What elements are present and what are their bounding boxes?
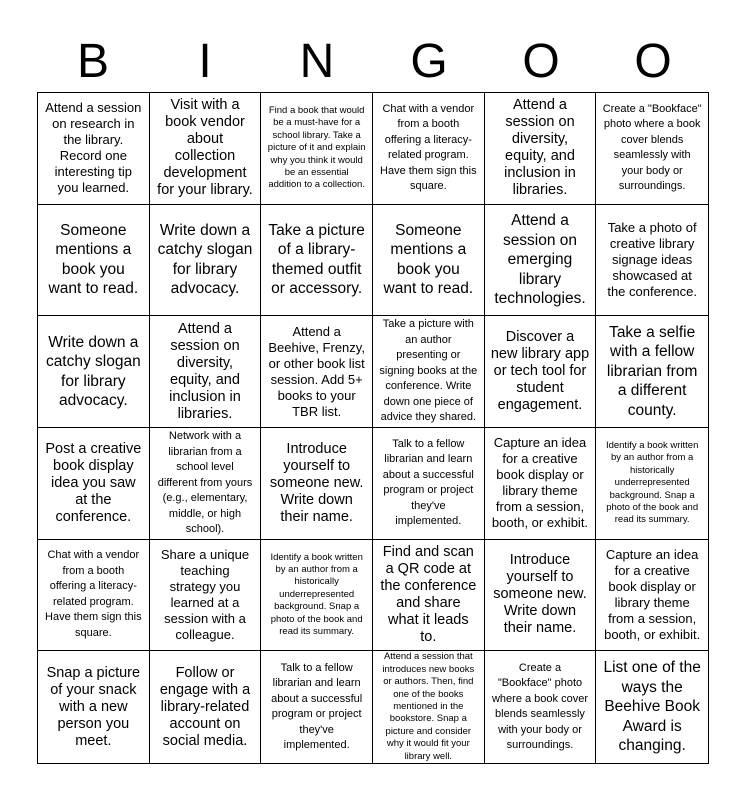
bingo-square[interactable] bbox=[38, 93, 150, 205]
bingo-square[interactable] bbox=[596, 205, 708, 317]
bingo-square[interactable] bbox=[596, 540, 708, 652]
bingo-square[interactable] bbox=[261, 316, 373, 428]
square-text: List one of the ways the Beehive Book Award is changing. bbox=[603, 659, 701, 755]
square-text: Take a picture with an author presenting or signing books at the conference. Write down one piece of advice they shared. bbox=[379, 318, 478, 424]
square-text: Share a unique teaching strategy you learned at a session with a colleague. bbox=[160, 546, 250, 642]
square-text: Identify a book written by an author from a historically underrepresented background. Snap a photo of the book and read its summary. bbox=[270, 551, 363, 637]
bingo-header bbox=[37, 32, 709, 92]
bingo-square[interactable] bbox=[261, 93, 373, 205]
square-text: Introduce yourself to someone new. Write down their name. bbox=[269, 440, 364, 525]
square-text: Talk to a fellow librarian and learn about a successful program or project they've implemented. bbox=[271, 661, 363, 752]
bingo-square[interactable] bbox=[596, 428, 708, 540]
bingo-square[interactable] bbox=[596, 651, 708, 763]
square-text: Visit with a book vendor about collection development for your library. bbox=[157, 97, 253, 199]
square-text: Take a picture of a library-themed outfit or accessory. bbox=[268, 221, 365, 298]
header-letter: N bbox=[299, 35, 335, 88]
bingo-square[interactable] bbox=[596, 316, 708, 428]
header-letter: I bbox=[198, 35, 212, 88]
square-text: Find a book that would be a must-have for a school library. Take a picture of it and explain why you think it would be an essential addition to a collection. bbox=[267, 104, 366, 191]
bingo-square[interactable] bbox=[38, 651, 150, 763]
bingo-square[interactable] bbox=[485, 316, 597, 428]
bingo-square[interactable] bbox=[373, 651, 485, 763]
bingo-square[interactable] bbox=[373, 93, 485, 205]
square-text: Take a selfie with a fellow librarian from a different county. bbox=[606, 323, 698, 419]
square-text: Create a "Bookface" photo where a book cover blends seamlessly with your body or surroundings. bbox=[491, 661, 588, 752]
square-text: Capture an idea for a creative book display or library theme from a session, booth, or exhibit. bbox=[604, 546, 701, 642]
bingo-square[interactable] bbox=[38, 428, 150, 540]
square-text: Someone mentions a book you want to read. bbox=[48, 221, 139, 298]
square-text: Take a photo of creative library signage ideas showcased at the conference. bbox=[607, 219, 697, 299]
header-letter: O bbox=[522, 35, 560, 88]
square-text: Find and scan a QR code at the conference and share what it leads to. bbox=[380, 543, 477, 645]
bingo-square[interactable] bbox=[150, 93, 262, 205]
bingo-square[interactable] bbox=[150, 428, 262, 540]
square-text: Attend a session on research in the library. Record one interesting tip you learned. bbox=[45, 100, 142, 196]
square-text: Discover a new library app or tech tool for student engagement. bbox=[490, 329, 590, 414]
square-text: Attend a Beehive, Frenzy, or other book list session. Add 5+ books to your TBR list. bbox=[268, 323, 365, 419]
bingo-square[interactable] bbox=[485, 205, 597, 317]
header-letter: B bbox=[76, 35, 109, 88]
bingo-square[interactable] bbox=[485, 428, 597, 540]
bingo-square[interactable] bbox=[485, 540, 597, 652]
square-text: Someone mentions a book you want to read. bbox=[383, 221, 474, 298]
square-text: Attend a session that introduces new books or authors. Then, find one of the books mentioned in the bookstore. Snap a picture and consider why it would fit your library well. bbox=[382, 651, 475, 762]
square-text: Post a creative book display idea you saw at the conference. bbox=[45, 440, 142, 525]
bingo-square[interactable] bbox=[485, 651, 597, 763]
square-text: Write down a catchy slogan for library advocacy. bbox=[45, 333, 141, 410]
square-text: Capture an idea for a creative book display or library theme from a session, booth, or exhibit. bbox=[491, 435, 589, 531]
header-letter: G bbox=[410, 35, 448, 88]
square-text: Introduce yourself to someone new. Write down their name. bbox=[493, 552, 587, 637]
square-text: Chat with a vendor from a booth offering a literacy-related program. Have them sign this square. bbox=[380, 102, 477, 193]
bingo-square[interactable] bbox=[373, 540, 485, 652]
bingo-square[interactable] bbox=[38, 316, 150, 428]
bingo-square[interactable] bbox=[38, 205, 150, 317]
square-text: Write down a catchy slogan for library advocacy. bbox=[157, 221, 253, 298]
square-text: Attend a session on diversity, equity, and inclusion in libraries. bbox=[504, 97, 576, 199]
square-text: Snap a picture of your snack with a new person you meet. bbox=[46, 664, 141, 749]
square-text: Attend a session on diversity, equity, and inclusion in libraries. bbox=[169, 320, 241, 422]
bingo-square[interactable] bbox=[261, 651, 373, 763]
bingo-square[interactable] bbox=[485, 93, 597, 205]
square-text: Create a "Bookface" photo where a book cover blends seamlessly with your body or surroundings. bbox=[602, 102, 702, 193]
bingo-square[interactable] bbox=[373, 428, 485, 540]
square-text: Follow or engage with a library-related account on social media. bbox=[159, 664, 251, 749]
square-text: Talk to a fellow librarian and learn about a successful program or project they've implemented. bbox=[382, 437, 474, 528]
bingo-square[interactable] bbox=[261, 428, 373, 540]
header-letter: O bbox=[634, 35, 672, 88]
bingo-square[interactable] bbox=[373, 205, 485, 317]
bingo-board bbox=[37, 92, 709, 764]
bingo-square[interactable] bbox=[38, 540, 150, 652]
bingo-square[interactable] bbox=[150, 316, 262, 428]
square-text: Chat with a vendor from a booth offering a literacy-related program. Have them sign this square. bbox=[45, 549, 142, 639]
bingo-square[interactable] bbox=[261, 205, 373, 317]
bingo-square[interactable] bbox=[150, 651, 262, 763]
bingo-square[interactable] bbox=[373, 316, 485, 428]
square-text: Identify a book written by an author from a historically underrepresented background. Snap a photo of the book and read its summary. bbox=[605, 439, 699, 526]
bingo-square[interactable] bbox=[261, 540, 373, 652]
square-text: Network with a librarian from a school level different from yours (e.g., elementary, middle, or high school). bbox=[157, 430, 253, 536]
bingo-square[interactable] bbox=[596, 93, 708, 205]
bingo-square[interactable] bbox=[150, 540, 262, 652]
bingo-square[interactable] bbox=[150, 205, 262, 317]
square-text: Attend a session on emerging library technologies. bbox=[494, 212, 586, 308]
